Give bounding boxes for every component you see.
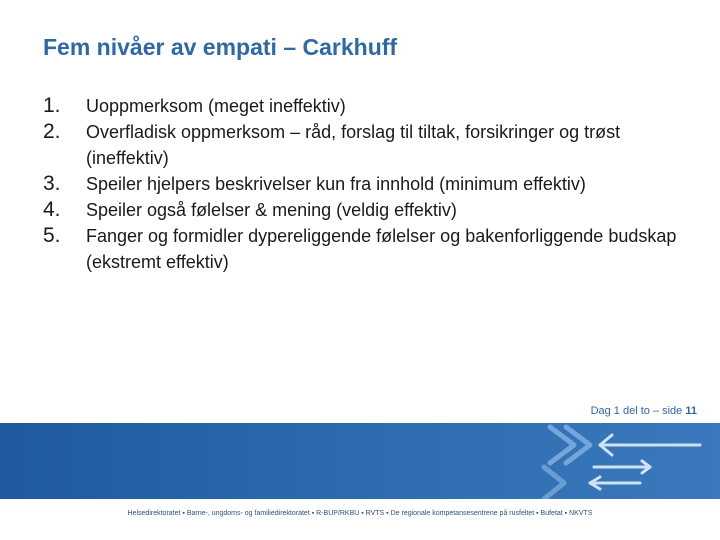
footer-band bbox=[0, 423, 720, 499]
list-number: 5. bbox=[43, 224, 61, 247]
list-item-text: Speiler også følelser & mening (veldig effektiv) bbox=[86, 200, 457, 220]
list-number: 4. bbox=[43, 198, 61, 221]
list-item bbox=[43, 119, 683, 171]
list-item-text: Speiler hjelpers beskrivelser kun fra innhold (minimum effektiv) bbox=[86, 174, 586, 194]
list-item bbox=[43, 223, 683, 275]
slide-number-prefix: Dag 1 del to – side bbox=[590, 405, 686, 417]
list-item bbox=[43, 93, 683, 119]
list-item bbox=[43, 197, 683, 223]
list-number: 1. bbox=[43, 94, 61, 117]
list-item bbox=[43, 171, 683, 197]
list-item-text: Fanger og formidler dypereliggende følelser og bakenforliggende budskap (ekstremt effektiv) bbox=[86, 226, 677, 272]
list-number: 3. bbox=[43, 172, 61, 195]
list-item-text: Overfladisk oppmerksom – råd, forslag til tiltak, forsikringer og trøst (ineffektiv) bbox=[86, 122, 621, 168]
arrows-logo-icon bbox=[530, 423, 720, 499]
empathy-levels-list bbox=[43, 93, 683, 275]
slide-number-value: 11 bbox=[685, 405, 697, 417]
list-item-text: Uoppmerksom (meget ineffektiv) bbox=[86, 96, 346, 116]
slide-number bbox=[591, 405, 697, 417]
list-number: 2. bbox=[43, 120, 61, 143]
slide-title: Fem nivåer av empati – Carkhuff bbox=[43, 34, 398, 60]
footer-organizations: Helsedirektoratet ▪ Barne-, ungdoms- og familiedirektoratet ▪ R-BUP/RKBU ▪ RVTS ▪ De regionale kompetansesentrene på rusfeltet ▪ Bufetat ▪ NKVTS bbox=[127, 510, 593, 517]
